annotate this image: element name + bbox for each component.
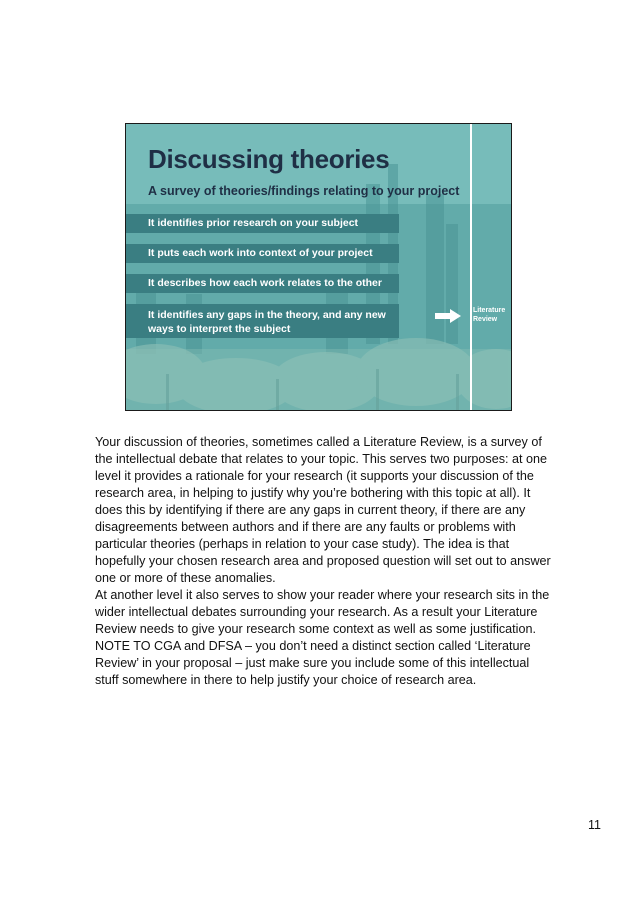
paragraph: At another level it also serves to show your reader where your research sits in the wider intellectual debates surrounding your research. As a result your Literature Review needs to give your research some context as well as some justification. bbox=[95, 588, 550, 636]
slide-bullet: It identifies prior research on your subject bbox=[126, 214, 399, 233]
paragraph: Your discussion of theories, sometimes called a Literature Review, is a survey of the intellectual debate that relates to your topic. This serves two purposes: at one level it provides a rationale for your research (it supports your discussion of the research area, in helping to justify why you’re bothering with this topic at all). It does this by identifying if there are any gaps in current theory, if there are any disagreements between authors and if there are any faults or problems with particular theories (perhaps in relation to your case study). The idea is that hopefully your chosen research area and proposed question will set out to answer one or more of these anomalies. bbox=[95, 435, 551, 585]
slide-bullet: It identifies any gaps in the theory, and any new ways to interpret the subject bbox=[126, 304, 399, 338]
slide-bullet: It puts each work into context of your project bbox=[126, 244, 399, 263]
divider-line bbox=[470, 124, 472, 411]
slide-title: Discussing theories bbox=[148, 144, 390, 174]
arrow-right-icon bbox=[435, 309, 461, 323]
slide-image bbox=[125, 123, 512, 411]
slide-bullet: It describes how each work relates to the other bbox=[126, 274, 399, 293]
literature-review-label: Literature Review bbox=[473, 307, 506, 323]
paragraph: NOTE TO CGA and DFSA – you don’t need a distinct section called ‘Literature Review’ in your proposal – just make sure you include some of this intellectual stuff somewhere in there to help justify your choice of research area. bbox=[95, 639, 531, 687]
page-number: 11 bbox=[588, 818, 601, 832]
body-text bbox=[95, 434, 555, 689]
slide-subtitle: A survey of theories/findings relating to your project bbox=[148, 184, 460, 198]
